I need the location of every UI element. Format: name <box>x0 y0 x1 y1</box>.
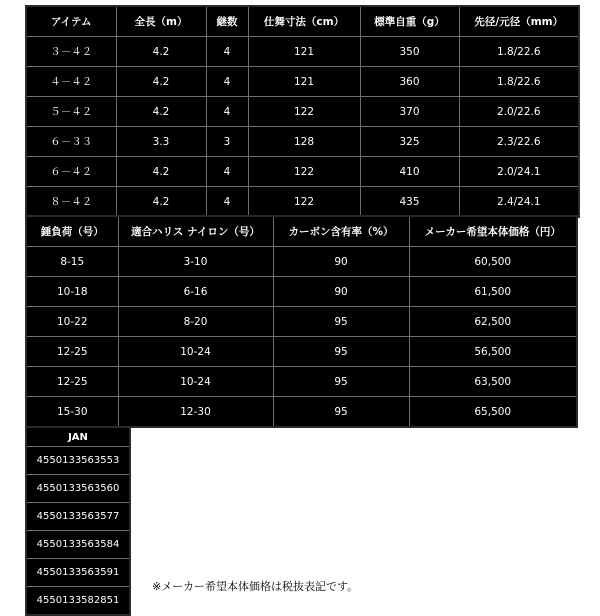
jan-cell: 4550133563577 <box>26 503 130 531</box>
spec-cell: 370 <box>360 97 459 127</box>
price-cell: 56,500 <box>409 337 577 367</box>
tax-note: ※メーカー希望本体価格は税抜表記です。 <box>152 580 359 593</box>
spec-cell: 3 <box>206 127 248 157</box>
jan-cell: 4550133563591 <box>26 559 130 587</box>
price-header-carbon: カーボン含有率（%） <box>273 216 409 247</box>
table-row <box>26 37 579 67</box>
spec-cell: 4 <box>206 157 248 187</box>
table-row <box>26 531 130 559</box>
spec-header-sections: 継数 <box>206 6 248 37</box>
table-row <box>26 367 577 397</box>
table-row <box>26 307 577 337</box>
price-cell: 10-22 <box>26 307 118 337</box>
spec-cell: 4 <box>206 187 248 218</box>
spec-cell: 121 <box>248 67 360 97</box>
price-cell: 95 <box>273 337 409 367</box>
spec-cell: ５－４２ <box>26 97 116 127</box>
spec-cell: 122 <box>248 157 360 187</box>
spec-header-weight: 標準自重（g） <box>360 6 459 37</box>
spec-cell: 325 <box>360 127 459 157</box>
spec-cell: 435 <box>360 187 459 218</box>
price-header-price: メーカー希望本体価格（円） <box>409 216 577 247</box>
spec-cell: ６－４２ <box>26 157 116 187</box>
spec-cell: 121 <box>248 37 360 67</box>
price-cell: 65,500 <box>409 397 577 428</box>
table-row <box>26 397 577 428</box>
price-cell: 60,500 <box>409 247 577 277</box>
price-header-line-size: 適合ハリス ナイロン（号） <box>118 216 273 247</box>
price-cell: 3-10 <box>118 247 273 277</box>
price-cell: 95 <box>273 397 409 428</box>
spec-cell: 360 <box>360 67 459 97</box>
price-cell: 15-30 <box>26 397 118 428</box>
price-cell: 90 <box>273 277 409 307</box>
spec-cell: ４－４２ <box>26 67 116 97</box>
price-cell: 10-24 <box>118 337 273 367</box>
spec-cell: 350 <box>360 37 459 67</box>
table-row <box>26 503 130 531</box>
price-cell: 10-24 <box>118 367 273 397</box>
jan-cell: 4550133582851 <box>26 587 130 616</box>
spec-cell: 2.0/24.1 <box>459 157 579 187</box>
jan-header: JAN <box>26 427 130 447</box>
price-cell: 12-25 <box>26 367 118 397</box>
spec-cell: 122 <box>248 97 360 127</box>
jan-cell: 4550133563560 <box>26 475 130 503</box>
spec-header-closed-length: 仕舞寸法（cm） <box>248 6 360 37</box>
price-cell: 12-25 <box>26 337 118 367</box>
table-row <box>26 157 579 187</box>
jan-header-row <box>26 427 130 447</box>
spec-cell: 4.2 <box>116 97 206 127</box>
price-cell: 62,500 <box>409 307 577 337</box>
table-row <box>26 67 579 97</box>
price-table <box>25 215 578 428</box>
price-cell: 6-16 <box>118 277 273 307</box>
price-cell: 90 <box>273 247 409 277</box>
spec-header-diameter: 先径/元径（mm） <box>459 6 579 37</box>
spec-cell: ３－４２ <box>26 37 116 67</box>
jan-cell: 4550133563553 <box>26 447 130 475</box>
spec-cell: 4.2 <box>116 187 206 218</box>
table-row <box>26 127 579 157</box>
spec-cell: 4 <box>206 67 248 97</box>
table-row <box>26 337 577 367</box>
table-row <box>26 187 579 218</box>
spec-cell: 3.3 <box>116 127 206 157</box>
spec-header-row <box>26 6 579 37</box>
table-row <box>26 97 579 127</box>
spec-cell: ６－３３ <box>26 127 116 157</box>
table-row <box>26 559 130 587</box>
price-cell: 8-15 <box>26 247 118 277</box>
spec-cell: 4.2 <box>116 157 206 187</box>
spec-cell: 128 <box>248 127 360 157</box>
price-cell: 95 <box>273 367 409 397</box>
table-row <box>26 475 130 503</box>
spec-header-item: アイテム <box>26 6 116 37</box>
price-cell: 12-30 <box>118 397 273 428</box>
spec-cell: 410 <box>360 157 459 187</box>
jan-cell: 4550133563584 <box>26 531 130 559</box>
price-cell: 61,500 <box>409 277 577 307</box>
table-row <box>26 447 130 475</box>
price-cell: 8-20 <box>118 307 273 337</box>
spec-table <box>25 5 580 218</box>
spec-cell: 4 <box>206 97 248 127</box>
spec-cell: 1.8/22.6 <box>459 67 579 97</box>
table-row <box>26 277 577 307</box>
jan-table <box>25 426 131 616</box>
spec-cell: 2.3/22.6 <box>459 127 579 157</box>
price-cell: 10-18 <box>26 277 118 307</box>
spec-cell: 4 <box>206 37 248 67</box>
spec-cell: ８－４２ <box>26 187 116 218</box>
table-row <box>26 247 577 277</box>
spec-cell: 122 <box>248 187 360 218</box>
table-row <box>26 587 130 616</box>
price-cell: 63,500 <box>409 367 577 397</box>
spec-cell: 4.2 <box>116 67 206 97</box>
spec-cell: 2.4/24.1 <box>459 187 579 218</box>
spec-cell: 4.2 <box>116 37 206 67</box>
price-header-sinker-load: 錘負荷（号） <box>26 216 118 247</box>
spec-header-length: 全長（m） <box>116 6 206 37</box>
spec-cell: 1.8/22.6 <box>459 37 579 67</box>
price-cell: 95 <box>273 307 409 337</box>
spec-cell: 2.0/22.6 <box>459 97 579 127</box>
price-header-row <box>26 216 577 247</box>
